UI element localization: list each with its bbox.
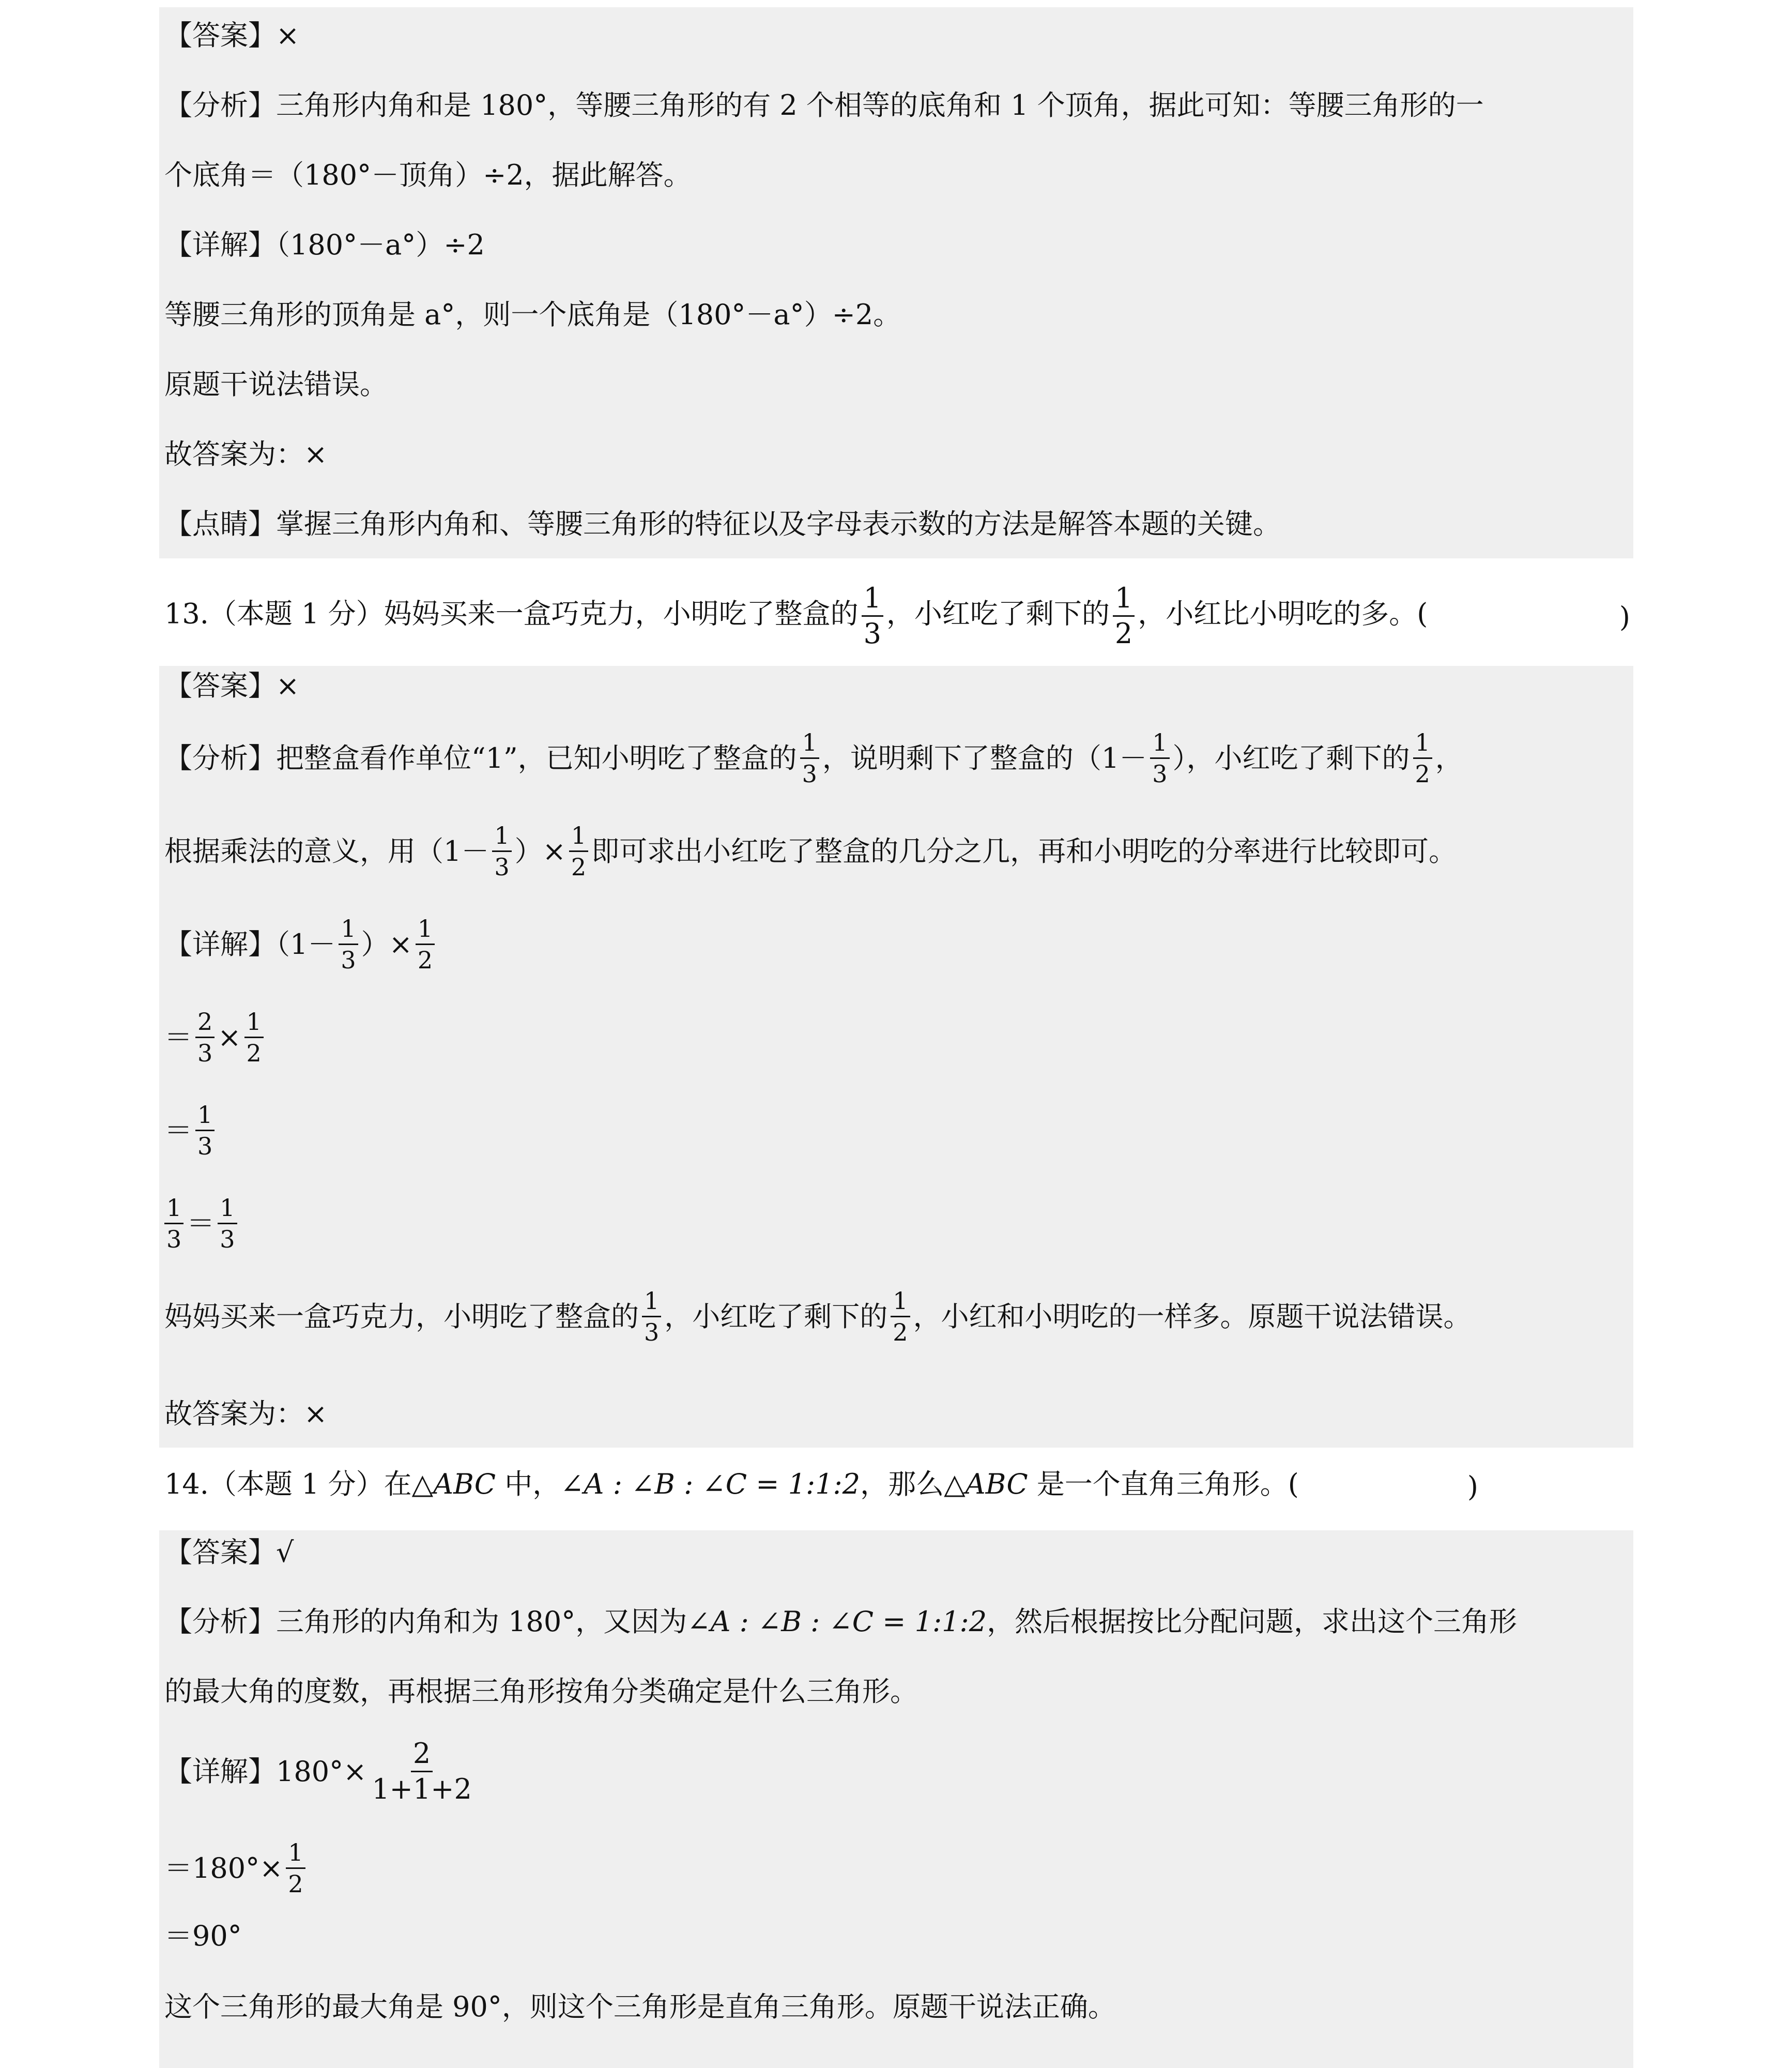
denominator: 3 xyxy=(863,617,881,650)
denominator: 3 xyxy=(220,1225,235,1253)
text: ，然后根据按比分配问题，求出这个三角形 xyxy=(987,1605,1518,1638)
final-line: 这个三角形的最大角是 90°，则这个三角形是直角三角形。原题干说法正确。 xyxy=(164,1990,1116,2023)
question-14 xyxy=(164,1458,1633,1510)
numerator: 1 xyxy=(244,1010,264,1038)
numerator: 2 xyxy=(411,1740,433,1772)
step-1 xyxy=(164,1838,1633,1898)
numerator: 1 xyxy=(800,731,819,759)
fraction-one-third xyxy=(218,1196,237,1251)
question-13-part2: ，小红吃了剩下的 xyxy=(886,597,1110,630)
text: ，小红和小明吃的一样多。原题干说法错误。 xyxy=(913,1300,1472,1333)
denominator: 3 xyxy=(644,1318,660,1346)
fraction-one-third xyxy=(862,584,883,648)
text: 【详解】（1－ xyxy=(164,927,336,961)
denominator: 2 xyxy=(246,1039,262,1067)
question-13-part1: 13.（本题 1 分）妈妈买来一盒巧克力，小明吃了整盒的 xyxy=(164,597,859,630)
triangle-symbol: △ xyxy=(944,1468,966,1500)
fraction-one-half xyxy=(244,1010,264,1065)
text: ），小红吃了剩下的 xyxy=(1172,741,1410,774)
question-14-text xyxy=(164,1470,1299,1498)
numerator: 1 xyxy=(339,917,358,945)
triangle-symbol: △ xyxy=(411,1468,434,1500)
denominator: 2 xyxy=(893,1318,908,1346)
denominator: 1+1+2 xyxy=(372,1773,472,1805)
denominator: 2 xyxy=(1114,617,1133,650)
analysis-line-2: 个底角＝（180°－顶角）÷2，据此解答。 xyxy=(164,159,692,191)
question-13-text xyxy=(164,584,1428,648)
detail-line xyxy=(164,917,1633,972)
denominator: 3 xyxy=(494,853,510,881)
equals-sign: ＝ xyxy=(164,1021,192,1054)
question-13-part3: ，小红比小明吃的多。( xyxy=(1138,597,1428,630)
fraction-one-third xyxy=(492,824,511,879)
angle-ratio: ∠A : ∠B : ∠C = 1:1:2 xyxy=(687,1605,987,1638)
fraction-one-half xyxy=(569,824,588,879)
text: 【分析】把整盒看作单位“1”，已知小明吃了整盒的 xyxy=(164,741,797,774)
times-sign: × xyxy=(218,1021,241,1054)
explanation-line-1: 等腰三角形的顶角是 a°，则一个底角是（180°－a°）÷2。 xyxy=(164,298,901,331)
step-1 xyxy=(164,1010,1633,1065)
analysis-line-1: 【分析】三角形内角和是 180°，等腰三角形的有 2 个相等的底角和 1 个顶角，据此可知：等腰三角形的一 xyxy=(164,89,1484,121)
text: ，说明剩下了整盒的（1－ xyxy=(822,741,1147,774)
fraction-one-third xyxy=(195,1103,215,1158)
numerator: 1 xyxy=(569,824,588,852)
text: 【详解】180°× xyxy=(164,1755,367,1788)
fraction-one-half xyxy=(416,917,435,972)
step-2 xyxy=(164,1103,1633,1158)
numerator: 1 xyxy=(891,1289,910,1317)
answer-line: 【答案】× xyxy=(164,19,300,52)
fraction-one-half xyxy=(1413,728,1432,788)
text: 14.（本题 1 分）在 xyxy=(164,1468,412,1500)
denominator: 2 xyxy=(417,946,433,974)
text: 即可求出小红吃了整盒的几分之几，再和小明吃的分率进行比较即可。 xyxy=(591,834,1457,868)
answer-line: 【答案】√ xyxy=(164,1536,294,1569)
answer-paren-close: ) xyxy=(1467,1470,1478,1503)
text: 妈妈买来一盒巧克力，小明吃了整盒的 xyxy=(164,1300,639,1333)
numerator: 1 xyxy=(492,824,511,852)
text: ， xyxy=(1435,741,1463,774)
solution-block-13 xyxy=(159,666,1633,1448)
denominator: 3 xyxy=(341,946,356,974)
denominator: 2 xyxy=(571,853,587,881)
numerator: 1 xyxy=(195,1103,215,1131)
solution-block-12 xyxy=(159,7,1633,558)
text: 【分析】三角形的内角和为 180°，又因为 xyxy=(164,1605,687,1638)
detail-line: 【详解】（180°－a°）÷2 xyxy=(164,229,485,261)
step-2: ＝90° xyxy=(164,1920,242,1952)
denominator: 3 xyxy=(802,760,817,788)
triangle-name: ABC xyxy=(965,1468,1028,1500)
text: 是一个直角三角形。( xyxy=(1028,1468,1299,1500)
numerator: 1 xyxy=(164,1196,183,1224)
detail-line xyxy=(164,1737,1633,1805)
triangle-name: ABC xyxy=(433,1468,496,1500)
numerator: 1 xyxy=(416,917,435,945)
numerator: 1 xyxy=(1413,731,1432,759)
numerator: 2 xyxy=(195,1010,215,1038)
text: 根据乘法的意义，用（1－ xyxy=(164,834,489,868)
fraction-two-thirds xyxy=(195,1010,215,1065)
denominator: 3 xyxy=(197,1039,213,1067)
numerator: 1 xyxy=(1113,584,1135,617)
fraction-one-third xyxy=(339,917,358,972)
text: ）× xyxy=(361,927,412,961)
angle-ratio: ∠A : ∠B : ∠C = 1:1:2 xyxy=(560,1468,861,1500)
numerator: 1 xyxy=(218,1196,237,1224)
numerator: 1 xyxy=(642,1289,661,1317)
denominator: 3 xyxy=(1152,760,1168,788)
text: ，小红吃了剩下的 xyxy=(664,1300,888,1333)
text: ）× xyxy=(514,834,566,868)
fraction-one-half xyxy=(891,1289,910,1344)
fraction-one-third xyxy=(164,1196,183,1251)
equals-sign: ＝ xyxy=(187,1207,215,1240)
conclusion-line: 故答案为：× xyxy=(164,438,328,470)
numerator: 1 xyxy=(286,1841,305,1869)
analysis-line-2 xyxy=(164,824,1633,879)
fraction-one-half xyxy=(1113,584,1135,648)
numerator: 1 xyxy=(1150,731,1169,759)
denominator: 2 xyxy=(1415,760,1430,788)
fraction-two-over-sum xyxy=(370,1737,474,1805)
fraction-one-half xyxy=(286,1838,305,1898)
analysis-line-1 xyxy=(164,728,1633,788)
denominator: 3 xyxy=(166,1225,182,1253)
equals-sign: ＝ xyxy=(164,1114,192,1147)
fraction-one-third xyxy=(800,728,819,788)
analysis-line-2: 的最大角的度数，再根据三角形按角分类确定是什么三角形。 xyxy=(164,1675,918,1708)
denominator: 2 xyxy=(288,1870,303,1898)
fraction-one-third xyxy=(1150,728,1169,788)
text: 中， xyxy=(496,1468,561,1500)
fraction-one-third xyxy=(642,1289,661,1344)
denominator: 3 xyxy=(197,1132,213,1160)
conclusion-line: 故答案为：× xyxy=(164,1397,328,1430)
numerator: 1 xyxy=(862,584,883,617)
analysis-line-1 xyxy=(164,1605,1633,1638)
explanation-line-2: 原题干说法错误。 xyxy=(164,368,388,401)
step-3 xyxy=(164,1196,1633,1251)
text: ＝180°× xyxy=(164,1851,283,1884)
conclusion-sentence xyxy=(164,1289,1633,1344)
text: ，那么 xyxy=(860,1468,944,1500)
answer-line: 【答案】× xyxy=(164,670,300,702)
answer-paren-close: ) xyxy=(1619,601,1630,633)
solution-block-14 xyxy=(159,1530,1633,2068)
key-point-line: 【点睛】掌握三角形内角和、等腰三角形的特征以及字母表示数的方法是解答本题的关键。 xyxy=(164,508,1281,540)
question-13 xyxy=(164,574,1633,650)
